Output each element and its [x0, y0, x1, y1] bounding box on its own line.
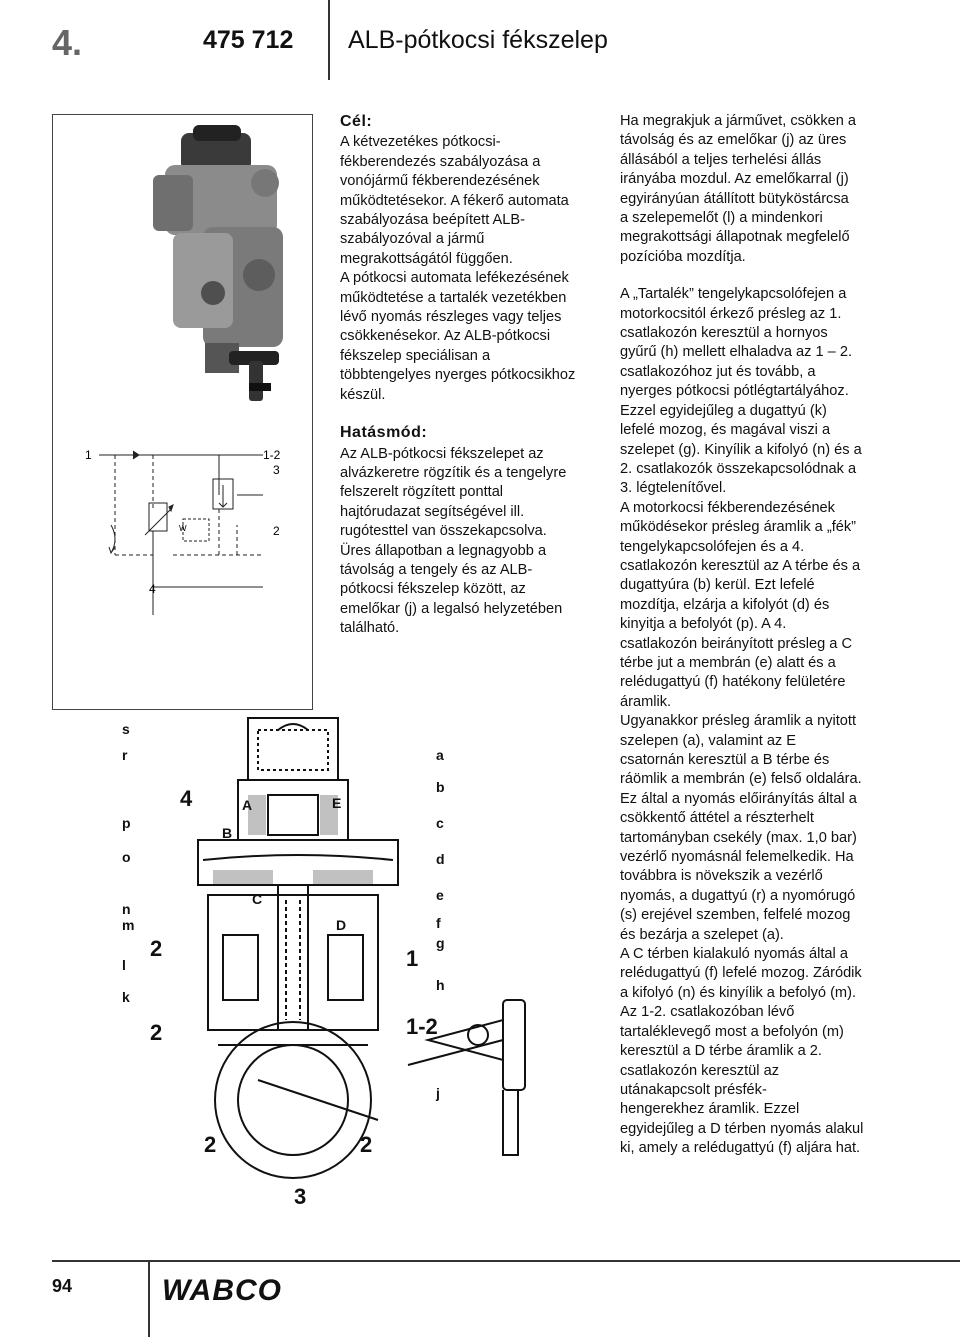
label-k: k: [122, 989, 130, 1005]
label-f: f: [436, 915, 441, 931]
middle-text-column: [340, 112, 595, 639]
operation-paragraph: Az ALB-pótkocsi fékszelepet az alvázkeretre rögzítik és a tengelyre felszerelt rögzített ponttal hajtórudazat segítségével ill. rugótesttel van összekapcsolva. Üres állapotban a legnagyobb a távolság a tengely és az ALB- pótkocsi fékszelep között, az emelőkar (j) a legalsó helyzetében található.: [340, 445, 567, 637]
chamber-D: D: [336, 917, 347, 933]
label-s: s: [122, 721, 130, 737]
label-n: n: [122, 901, 131, 917]
chamber-A: A: [242, 797, 253, 813]
schematic-port-1-2: 1-2: [263, 448, 281, 462]
right-text-column: [620, 112, 940, 1159]
page-title: ALB-pótkocsi fékszelep: [348, 26, 608, 54]
chamber-E: E: [332, 795, 342, 811]
label-l: l: [122, 957, 126, 973]
chamber-B: B: [222, 825, 233, 841]
valve-photo-figure: [52, 114, 313, 710]
label-g: g: [436, 935, 445, 951]
port-2-c: 2: [204, 1132, 217, 1157]
footer-vertical-divider: [148, 1260, 150, 1337]
schematic-port-3: 3: [273, 463, 280, 477]
label-m: m: [122, 917, 135, 933]
header-divider: [328, 0, 330, 80]
label-d: d: [436, 851, 445, 867]
label-b: b: [436, 779, 445, 795]
footer-divider: [52, 1260, 960, 1262]
valve-photo-illustration: [53, 115, 313, 710]
cross-section-drawing: [108, 700, 528, 1220]
port-1-2: 1-2: [406, 1014, 438, 1039]
schematic-port-1: 1: [85, 448, 92, 462]
label-j: j: [436, 1085, 440, 1101]
port-1: 1: [406, 946, 419, 971]
logo-text: WABCO: [162, 1274, 282, 1306]
port-4: 4: [180, 786, 193, 811]
label-h: h: [436, 977, 445, 993]
loading-paragraph: Ha megrakjuk a járművet, csökken a távolság és az emelőkar (j) az üres állásából a teljes terhelési állás irányába mozdul. Az emelőkarral (j) egyirányúan átállított bütyköstárcsa a szelepemelőt (l) a mindenkori megrakottsági állapotnak megfelelő pozícióba mozdítja.: [620, 113, 857, 265]
label-o: o: [122, 849, 131, 865]
label-a: a: [436, 747, 444, 763]
reserve-operation-paragraph: A „Tartalék” tengelykapcsolófejen a motorkocsitól érkező présleg az 1. csatlakozón keresztül a hornyos gyűrű (h) mellett elhaladva az 1 – 2. csatlakozóhoz jut és tovább, a nyerges pótkocsi pótlégtartályához. Ezzel egyidejűleg a dugattyú (k) lefelé mozog, és magával viszi a szelepet (g). Kinyílik a kifolyó (n) és a 2. csatlakozók összekapcsolódnak a 3. légtelenítővel. A motorkocsi fékberendezésének működésekor présleg áramlik a „fék” tengelykapcsolófejen és a 4. csatlakozón keresztül az A térbe és a dugattyúra (b) kerül. Ezt lefelé mozdítja, elzárja a kifolyót (d) és kinyitja a befolyót (p). A 4. csatlakozón beirányított présleg a C térbe jut a membrán (e) alatt és a relédugattyú (f) hatékony felületére áramlik. Ugyanakkor présleg áramlik a nyitott szelepen (a), valamint az E csatornán keresztül a B térbe és ráömlik a membrán (e) felső oldalára. Ez által a nyomás előirányítás által a csökkentő áttétel a részterhelt tartományban csekély (max. 1,0 bar) vezérlő nyomásnál felemelkedik. Ha továbbra is növekszik a vezérlő nyomás, a dugattyú (r) a nyomórugó (s) erejével szemben, felfelé mozog és bezárja a szelepet (a). A C térben kialakuló nyomás által a relédugattyú (f) lefelé mozog. Záródik a kifolyó (n) és kinyílik a befolyó (m). Az 1-2. csatlakozóban lévő tartaléklevegő most a befolyón (m) keresztül a D térbe áramlik a 2. csatlakozón keresztül az utánakapcsolt présfék- hengerekhez áramlik. Ezzel egyidejűleg a D térben nyomás alakul ki, amely a relédugattyú (f) aljára hat.: [620, 286, 864, 1157]
goal-paragraph: A kétvezetékes pótkocsi- fékberendezés szabályozása a vonójármű fékberendezésének működtetésekor. A fékerő automata szabályozása beépített ALB- szabályozóval a jármű megrakottságától függően. A pótkocsi automata lefékezésének működtetése a tartalék vezetékben lévő nyomás részleges vagy teljes csökkenésekor. Az ALB-pótkocsi fékszelep speciálisan a többtengelyes nyerges pótkocsikhoz készül.: [340, 134, 576, 403]
operation-heading: Hatásmód:: [340, 424, 428, 442]
schematic-port-4: 4: [149, 582, 156, 596]
port-3: 3: [294, 1184, 307, 1209]
label-c: c: [436, 815, 444, 831]
product-code: 475 712: [203, 26, 294, 54]
valve-cross-section-figure: [108, 700, 528, 1220]
port-2-b: 2: [150, 1020, 163, 1045]
chamber-C: C: [252, 891, 263, 907]
label-r: r: [122, 747, 128, 763]
port-2-d: 2: [360, 1132, 373, 1157]
goal-heading: Cél:: [340, 113, 373, 130]
chapter-number: 4.: [52, 22, 83, 63]
page-number: 94: [52, 1276, 73, 1296]
wabco-logo: [160, 1272, 300, 1311]
label-p: p: [122, 815, 131, 831]
port-2-a: 2: [150, 936, 163, 961]
schematic-port-2: 2: [273, 524, 280, 538]
schematic-w-label: W: [179, 524, 187, 533]
label-e: e: [436, 887, 444, 903]
